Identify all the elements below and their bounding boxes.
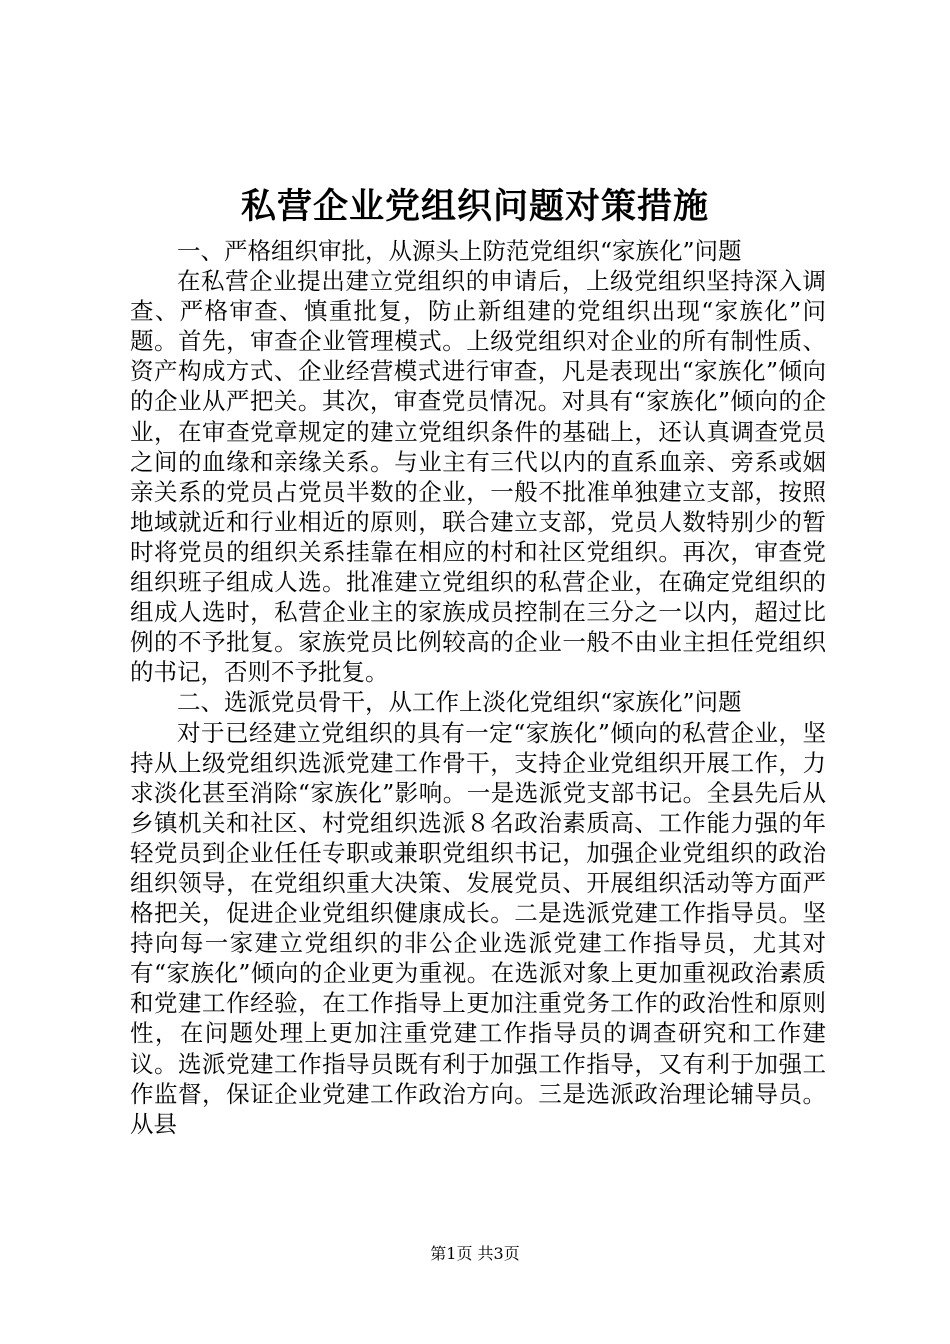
document-title: 私营企业党组织问题对策措施 <box>240 186 709 227</box>
body-paragraph-2: 对于已经建立党组织的具有一定“家族化”倾向的私营企业，坚持从上级党组织选派党建工作骨干，支持企业党组织开展工作，力求淡化甚至消除“家族化”影响。一是选派党支部书记。全县先后从乡镇机关和社区、村党组织选派８名政治素质高、工作能力强的年轻党员到企业任任专职或兼职党组织书记，加强企业党组织的政治组织领导，在党组织重大决策、发展党员、开展组织活动等方面严格把关，促进企业党组织健康成长。二是选派党建工作指导员。坚持向每一家建立党组织的非公企业选派党建工作指导员，尤其对有“家族化”倾向的企业更为重视。在选派对象上更加重视政治素质和党建工作经验，在工作指导上更加注重党务工作的政治性和原则性，在问题处理上更加注重党建工作指导员的调查研究和工作建议。选派党建工作指导员既有利于加强工作指导，又有利于加强工作监督，保证企业党建工作政治方向。三是选派政治理论辅导员。从县 <box>130 718 826 1138</box>
document-body <box>130 236 826 1139</box>
page-number-footer: 第1页 共3页 <box>430 1244 520 1263</box>
body-paragraph-1: 在私营企业提出建立党组织的申请后，上级党组织坚持深入调查、严格审查、慎重批复，防止新组建的党组织出现“家族化”问题。首先，审查企业管理模式。上级党组织对企业的所有制性质、资产构成方式、企业经营模式进行审查，凡是表现出“家族化”倾向的企业从严把关。其次，审查党员情况。对具有“家族化”倾向的企业，在审查党章规定的建立党组织条件的基础上，还认真调查党员之间的血缘和亲缘关系。与业主有三代以内的直系血亲、旁系或姻亲关系的党员占党员半数的企业，一般不批准单独建立支部，按照地域就近和行业相近的原则，联合建立支部，党员人数特别少的暂时将党员的组织关系挂靠在相应的村和社区党组织。再次，审查党组织班子组成人选。批准建立党组织的私营企业，在确定党组织的组成人选时，私营企业主的家族成员控制在三分之一以内，超过比例的不予批复。家族党员比例较高的企业一般不由业主担任党组织的书记，否则不予批复。 <box>130 267 826 687</box>
section-heading-2: 二、选派党员骨干，从工作上淡化党组织“家族化”问题 <box>177 688 742 717</box>
section-heading-1: 一、严格组织审批，从源头上防范党组织“家族化”问题 <box>177 237 742 265</box>
